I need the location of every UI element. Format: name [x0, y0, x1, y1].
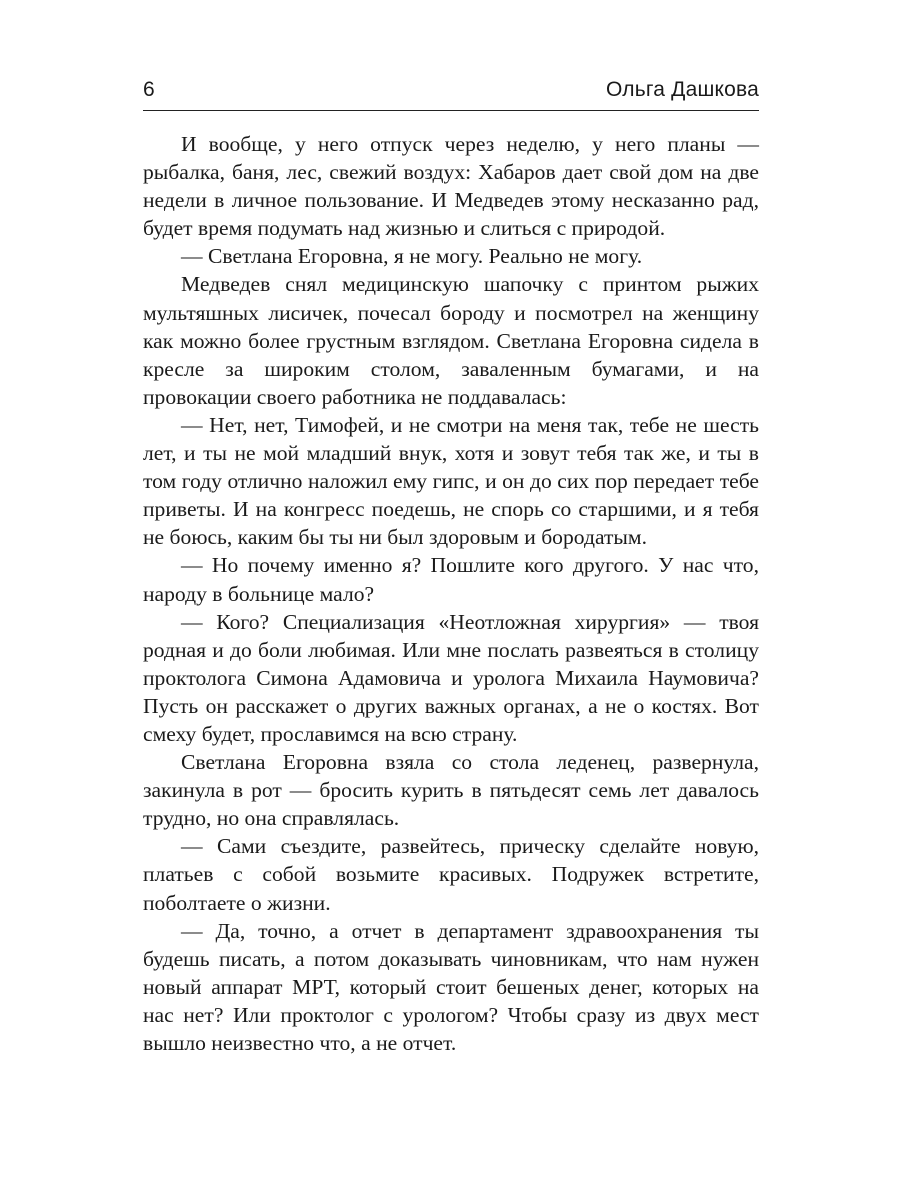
paragraph: Светлана Егоровна взяла со стола леденец, развернула, закинула в рот — бросить курить в пятьдесят семь лет давалось трудно, но она справлялась.	[143, 750, 759, 831]
paragraph: — Сами съездите, развейтесь, прическу сделайте новую, платьев с собой возьмите красивых. Подружек встретите, поболтаете о жизни.	[143, 834, 759, 915]
paragraph: — Кого? Специализация «Неотложная хирургия» — твоя родная и до боли любимая. Или мне послать развеяться в столицу проктолога Симона Адамовича и уролога Михаила Наумовича? Пусть он расскажет о других важных органах, а не о костях. Вот смеху будет, прославимся на всю страну.	[143, 609, 759, 746]
body-text	[143, 130, 759, 1057]
author-name: Ольга Дашкова	[605, 78, 759, 101]
page-number: 6	[143, 78, 155, 101]
paragraph: — Да, точно, а отчет в департамент здравоохранения ты будешь писать, а потом доказывать чиновникам, что нам нужен новый аппарат МРТ, который стоит бешеных денег, которых на нас нет? Или проктолог с урологом? Чтобы сразу из двух мест вышло неизвестно что, а не отчет.	[143, 918, 759, 1055]
paragraph: — Нет, нет, Тимофей, и не смотри на меня так, тебе не шесть лет, и ты не мой младший внук, хотя и зовут тебя так же, и ты в том году отлично наложил ему гипс, и он до сих пор передает тебе приветы. И на конгресс поедешь, не спорь со старшими, и я тебя не боюсь, каким бы ты ни был здоровым и бородатым.	[143, 412, 759, 550]
paragraph: — Светлана Егоровна, я не могу. Реально не могу.	[181, 244, 643, 269]
running-head	[143, 74, 759, 111]
paragraph: Медведев снял медицинскую шапочку с принтом рыжих мультяшных лисичек, почесал бороду и посмотрел на женщину как можно более грустным взглядом. Светлана Егоровна сидела в кресле за широким столом, заваленным бумагами, и на провокации своего работника не поддавалась:	[143, 272, 759, 409]
paragraph: И вообще, у него отпуск через неделю, у него планы — рыбалка, баня, лес, свежий воздух: Хабаров дает свой дом на две недели в личное пользование. И Медведев этому несказанно рад, будет время подумать над жизнью и слиться с природой.	[143, 132, 759, 241]
paragraph: — Но почему именно я? Пошлите кого другого. У нас что, народу в больнице мало?	[143, 553, 759, 606]
